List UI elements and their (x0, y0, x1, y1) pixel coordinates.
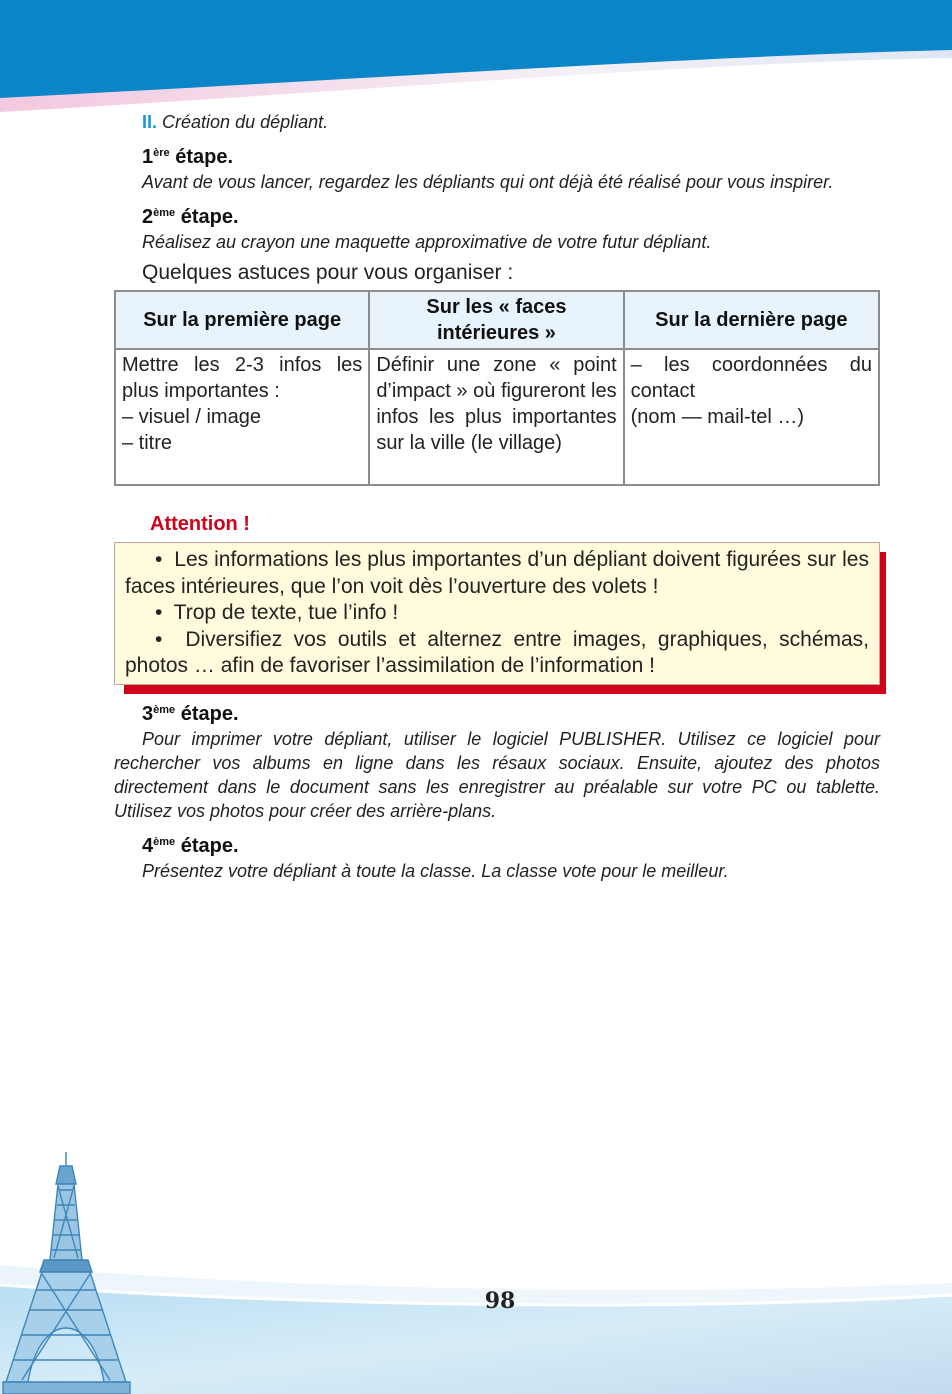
cell-line: (nom — mail-tel …) (630, 406, 804, 428)
attention-title: Attention ! (150, 513, 250, 535)
section-heading (142, 110, 880, 134)
step-3-word: étape. (180, 703, 239, 725)
astuces-intro: Quelques astuces pour vous organiser : (142, 261, 514, 284)
attention-item (125, 547, 869, 600)
bullet-icon: • (155, 548, 163, 571)
step-1-sup: ère (153, 147, 170, 159)
bullet-icon: • (155, 601, 163, 624)
attention-item-text: Les informations les plus importantes d’un dépliant doivent figurées sur les faces intérieures, que l’on voit dès l’ouverture des volets ! (125, 548, 869, 598)
table-header-inner-faces: Sur les « faces intérieures » (369, 291, 623, 349)
table-cell-inner-faces: Définir une zone « point d’impact » où figureront les infos les plus importantes sur la ville (le village) (369, 349, 623, 485)
astuces-table (114, 290, 880, 486)
attention-box (114, 542, 880, 685)
step-3-sup: ème (153, 704, 176, 716)
step-4-sup: ème (153, 836, 176, 848)
step-4-number: 4 (142, 835, 154, 857)
attention-item-text: Diversifiez vos outils et alternez entre images, graphiques, schémas, photos … afin de favoriser l’assimilation de l’information ! (125, 627, 870, 677)
step-3-number: 3 (142, 703, 154, 725)
page-number: 98 (484, 1288, 516, 1314)
bullet-icon: • (155, 627, 163, 651)
attention-item (125, 627, 869, 680)
table-cell-first-page (115, 349, 369, 485)
step-2-number: 2 (142, 206, 154, 228)
page-content (114, 110, 880, 883)
section-number: II. (142, 112, 158, 132)
section-title: Création du dépliant. (162, 112, 329, 132)
table-cell-last-page (624, 349, 879, 485)
step-2-word: étape. (180, 206, 239, 228)
header-band (0, 0, 952, 115)
table-row (115, 349, 879, 485)
cell-line: Mettre les 2-3 infos les plus importantes : (122, 354, 363, 402)
step-4-title (114, 829, 880, 859)
table-header-last-page: Sur la dernière page (624, 291, 879, 349)
step-1-text: Avant de vous lancer, regardez les dépliants qui ont déjà été réalisé pour vous inspirer. (142, 172, 834, 192)
table-header-row (115, 291, 879, 349)
attention-item-text: Trop de texte, tue l’info ! (173, 601, 399, 624)
step-2-title (114, 200, 880, 230)
cell-line: – les coordonnées du contact (630, 354, 872, 402)
step-1-word: étape. (175, 146, 234, 168)
step-4-text: Présentez votre dépliant à toute la classe. La classe vote pour le meilleur. (142, 861, 729, 881)
step-2-text: Réalisez au crayon une maquette approximative de votre futur dépliant. (142, 232, 712, 252)
cell-line: – visuel / image (122, 406, 261, 428)
attention-content (114, 542, 880, 685)
step-2-sup: ème (153, 207, 176, 219)
step-4-word: étape. (180, 835, 239, 857)
step-3-text: Pour imprimer votre dépliant, utiliser le logiciel PUBLISHER. Utilisez ce logiciel pour rechercher vos albums en ligne dans les résaux sociaux. Ensuite, ajoutez des photos directement dans le document sans les enregistrer au préalable sur votre PC ou tablette. Utilisez vos photos pour créer des arrière-plans. (114, 729, 880, 821)
step-3-title (114, 697, 880, 727)
eiffel-tower-icon (0, 1150, 170, 1394)
step-1-title (114, 140, 880, 170)
step-1-number: 1 (142, 146, 154, 168)
table-header-first-page: Sur la première page (115, 291, 369, 349)
cell-line: – titre (122, 432, 173, 454)
attention-item (125, 600, 869, 627)
